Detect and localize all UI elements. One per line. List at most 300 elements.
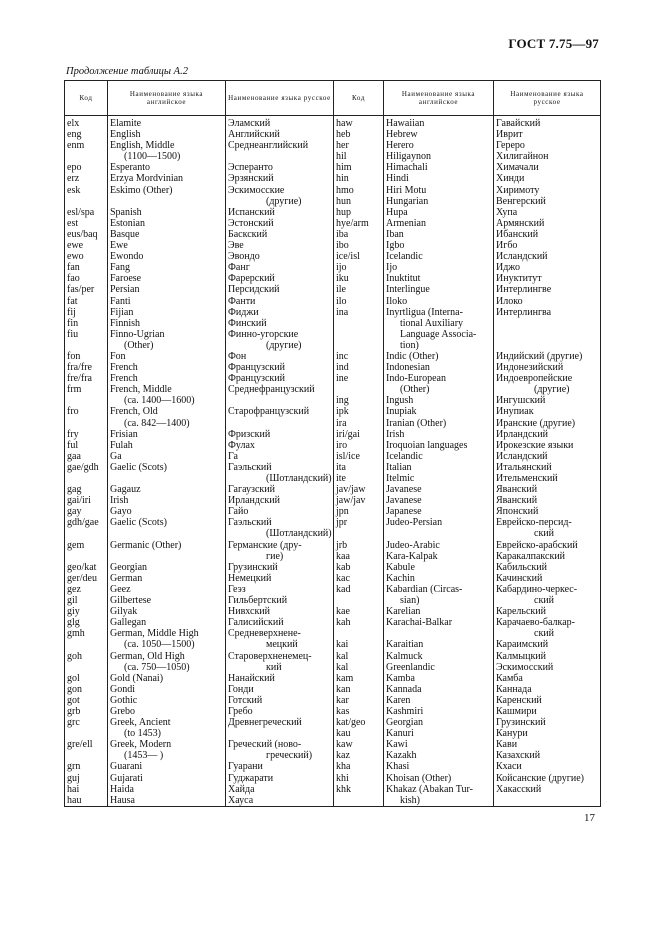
left-english-name: Gold (Nanai) xyxy=(110,672,164,684)
right-code: ilo xyxy=(336,295,347,307)
right-english-name: Judeo-Persian xyxy=(386,517,443,529)
right-russian-name xyxy=(494,340,600,351)
right-russian-name: Ительменский xyxy=(496,473,558,484)
left-russian-name: Гайо xyxy=(228,506,249,518)
right-english-name: Hawaiian xyxy=(386,118,425,129)
right-russian-name: Иджо xyxy=(496,262,520,274)
right-russian-name: Хупа xyxy=(496,206,518,218)
right-russian-name: Итальянский xyxy=(496,461,552,473)
left-code: fre/fra xyxy=(67,373,92,385)
right-english-name: Hebrew xyxy=(386,129,418,141)
left-code: gdh/gae xyxy=(67,517,99,529)
right-russian-name: Хакасский xyxy=(496,783,542,795)
right-english-name: Iranian (Other) xyxy=(386,417,447,429)
right-russian-name: ский xyxy=(534,595,554,607)
right-russian-name xyxy=(494,318,600,329)
right-code: kaa xyxy=(336,550,350,562)
left-russian-name: Эве xyxy=(228,240,244,252)
header-russian-name: Наименование языка русское xyxy=(226,81,334,116)
left-russian-name: Фулах xyxy=(228,439,255,451)
left-russian-name: Гуджарати xyxy=(228,772,274,784)
left-russian-name: (Шотландский) xyxy=(266,473,332,484)
left-code: guj xyxy=(67,772,80,784)
right-russian-name: Яванский xyxy=(496,495,538,507)
left-code: erz xyxy=(67,173,80,185)
left-russian-name xyxy=(226,395,333,406)
left-russian-name: Фанти xyxy=(228,295,256,307)
left-russian-name: Гильбертский xyxy=(228,595,288,607)
right-code: him xyxy=(336,162,352,174)
right-code: kaw xyxy=(336,739,353,751)
right-code: ijo xyxy=(336,262,347,274)
left-english-name: English xyxy=(110,129,141,141)
right-russian-name: Кхаси xyxy=(496,761,522,773)
left-russian-name: Готский xyxy=(228,694,263,706)
right-code: ibo xyxy=(336,240,349,252)
right-code xyxy=(334,318,383,329)
right-code: kar xyxy=(336,694,349,706)
left-english-name: Ga xyxy=(110,450,122,462)
right-english-name: kish) xyxy=(400,794,420,806)
left-russian-name: Гуарани xyxy=(228,761,263,773)
left-code: grc xyxy=(67,717,80,729)
left-russian-name: Гаэльский xyxy=(228,517,272,529)
right-code: kha xyxy=(336,761,351,773)
left-russian-name: Германские (дру- xyxy=(228,539,302,551)
left-english-name: French xyxy=(110,362,138,374)
left-english-name: Eskimo (Other) xyxy=(110,184,173,196)
right-code: kab xyxy=(336,561,351,573)
right-russian-name: Игбо xyxy=(496,240,518,252)
left-english-name: Estonian xyxy=(110,217,145,229)
header-english-name: Наименование языка английское xyxy=(384,81,494,116)
right-code: kan xyxy=(336,683,351,695)
right-code-column xyxy=(334,116,384,807)
right-code: jrb xyxy=(336,539,348,551)
left-code xyxy=(65,151,107,162)
left-code: fas/per xyxy=(67,284,95,296)
right-russian-name: Индонезийский xyxy=(496,362,564,374)
right-english-name: Icelandic xyxy=(386,251,423,263)
right-code: ice/isl xyxy=(336,251,360,263)
left-russian-name: Финно-угорские xyxy=(228,328,299,340)
left-english-name: Greek, Modern xyxy=(110,739,172,751)
left-russian-name: Гагаузский xyxy=(228,484,275,496)
right-code: her xyxy=(336,140,349,152)
left-code: ewe xyxy=(67,240,84,252)
right-english-name: Armenian xyxy=(386,217,426,229)
right-russian-name: Ирокезские языки xyxy=(496,439,574,451)
right-russian-name: ский xyxy=(534,628,554,640)
right-code: isl/ice xyxy=(336,450,360,462)
right-russian-name: Исландский xyxy=(496,251,548,263)
left-code: gol xyxy=(67,672,80,684)
left-code: enm xyxy=(67,140,85,152)
right-russian-name: Гавайский xyxy=(496,118,541,129)
right-code: ina xyxy=(336,306,349,318)
left-code: gem xyxy=(67,539,85,551)
left-russian-name: кий xyxy=(266,661,282,673)
left-russian-name: Гонди xyxy=(228,683,254,695)
left-english-name: Greek, Ancient xyxy=(110,717,171,729)
right-code: iri/gai xyxy=(336,428,360,440)
right-english-name: Hungarian xyxy=(386,195,429,207)
page-number: 17 xyxy=(584,812,595,824)
left-english-name xyxy=(108,196,225,207)
right-russian-name: Японский xyxy=(496,506,539,518)
left-english-name: Gaelic (Scots) xyxy=(110,461,167,473)
left-english-name: Georgian xyxy=(110,561,148,573)
right-russian-name: Казахский xyxy=(496,750,541,762)
right-english-name: Itelmic xyxy=(386,473,415,484)
left-code: fao xyxy=(67,273,80,285)
right-code: kas xyxy=(336,705,350,717)
left-code: geo/kat xyxy=(67,561,97,573)
right-english-name: Karachai-Balkar xyxy=(386,617,453,629)
right-russian-name: Илоко xyxy=(496,295,523,307)
left-english-name: Ewe xyxy=(110,240,128,252)
left-english-name: German xyxy=(110,572,143,584)
right-russian-name: (другие) xyxy=(534,384,570,396)
right-russian-name: Канури xyxy=(496,728,528,740)
left-english-name: Hausa xyxy=(110,794,135,806)
left-english-name: (ca. 1400—1600) xyxy=(124,395,195,407)
left-code xyxy=(65,750,107,761)
left-english-name: Fon xyxy=(110,350,126,362)
left-russian-name: Эсперанто xyxy=(228,162,273,174)
left-russian-name: Среднеанглийский xyxy=(228,140,309,152)
left-english-name: Esperanto xyxy=(110,162,150,174)
right-code: haw xyxy=(336,118,353,129)
right-code: kaz xyxy=(336,750,350,762)
left-russian-name: Древнегреческий xyxy=(228,717,302,729)
left-code: gaa xyxy=(67,450,81,462)
left-code xyxy=(65,418,107,429)
left-english-name: Basque xyxy=(110,228,140,240)
left-russian-name: Старофранцузский xyxy=(228,406,310,418)
left-code: gay xyxy=(67,506,82,518)
left-english-name: Finno-Ugrian xyxy=(110,328,165,340)
right-english-name: Karaitian xyxy=(386,639,424,651)
header-code: Код xyxy=(65,81,108,116)
left-russian-name: Греческий (ново- xyxy=(228,739,302,751)
left-russian-name: Грузинский xyxy=(228,561,278,573)
header-russian-name: Наименование языка русское xyxy=(494,81,601,116)
right-english-name: Kashmiri xyxy=(386,705,424,717)
left-russian-name: гречеcкий) xyxy=(266,750,313,762)
right-english-name: tional Auxiliary xyxy=(400,317,464,329)
right-english-name: Khasi xyxy=(386,761,410,773)
right-russian-name: Интерлингве xyxy=(496,284,552,296)
right-english-name: Kazakh xyxy=(386,750,417,762)
left-english-name: Gayo xyxy=(110,506,132,518)
right-english-name: Kannada xyxy=(386,683,422,695)
left-english-name: German, Old High xyxy=(110,650,185,662)
right-code: ira xyxy=(336,417,347,429)
left-code: fry xyxy=(67,428,79,440)
right-russian-name: Карачаево-балкар- xyxy=(496,617,575,629)
right-code: kad xyxy=(336,583,351,595)
left-code: fat xyxy=(67,295,78,307)
left-russian-name: мецкий xyxy=(266,639,298,651)
left-code: grb xyxy=(67,705,81,717)
right-code: hin xyxy=(336,173,349,185)
right-code: kac xyxy=(336,572,350,584)
right-code: ile xyxy=(336,284,346,296)
left-code xyxy=(65,662,107,673)
left-code: grn xyxy=(67,761,81,773)
right-english-name: Interlingue xyxy=(386,284,430,296)
right-english-name xyxy=(384,628,493,639)
right-russian-name: Химачали xyxy=(496,162,539,174)
right-code: ita xyxy=(336,461,346,473)
right-code: ipk xyxy=(336,406,349,418)
left-english-name: Gilbertese xyxy=(110,595,152,607)
left-english-name: German, Middle High xyxy=(110,628,199,640)
left-code xyxy=(65,395,107,406)
right-english-name: sian) xyxy=(400,595,420,607)
right-russian-name: Иранские (другие) xyxy=(496,417,576,429)
left-code: gez xyxy=(67,583,81,595)
left-english-name: Grebo xyxy=(110,705,135,717)
left-english-name: (1453— ) xyxy=(124,750,164,762)
left-code xyxy=(65,728,107,739)
right-english-name: Judeo-Arabic xyxy=(386,539,440,551)
right-russian-name: Эскимосский xyxy=(496,661,554,673)
right-english-name: Hupa xyxy=(386,206,408,218)
right-code xyxy=(334,595,383,606)
left-code: fra/fre xyxy=(67,362,92,374)
left-russian-name: Нивхский xyxy=(228,606,271,618)
left-english-name xyxy=(108,528,225,539)
left-english-name: Ewondo xyxy=(110,251,144,263)
left-russian-name: Среднефранцузский xyxy=(228,384,315,396)
right-code xyxy=(334,528,383,539)
right-russian-name: Кабильский xyxy=(496,561,547,573)
standard-number: ГОСТ 7.75—97 xyxy=(508,36,599,51)
left-code: got xyxy=(67,694,80,706)
left-code: hai xyxy=(67,783,80,795)
right-english-name: Kabardian (Circas- xyxy=(386,583,463,595)
left-code xyxy=(65,473,107,484)
left-russian-name xyxy=(226,728,333,739)
left-code xyxy=(65,639,107,650)
left-english-name: Elamite xyxy=(110,118,142,129)
right-russian-name: Кабардино-черкес- xyxy=(496,583,578,595)
left-russian-name xyxy=(226,418,333,429)
left-english-name: (1100—1500) xyxy=(124,151,181,163)
right-english-name: Kanuri xyxy=(386,728,414,740)
left-code: fij xyxy=(67,306,76,318)
right-code: ing xyxy=(336,395,349,407)
right-english-name: Inyrtligua (Interna- xyxy=(386,306,463,318)
right-english-name: Karen xyxy=(386,694,411,706)
right-code: heb xyxy=(336,129,351,141)
right-code: ind xyxy=(336,362,349,374)
right-russian-name: Инуктитут xyxy=(496,273,542,285)
left-english-name: English, Middle xyxy=(110,140,175,152)
right-russian-name: Калмыцкий xyxy=(496,650,547,662)
right-english-name: Khakaz (Abakan Tur- xyxy=(386,783,474,795)
right-english-name: Hindi xyxy=(386,173,409,185)
right-russian-name: Венгерский xyxy=(496,195,546,207)
right-code: hun xyxy=(336,195,351,207)
left-russian-name: Французский xyxy=(228,362,285,374)
right-russian-name: Ингушский xyxy=(496,395,546,407)
header-english-name: Наименование языка английское xyxy=(108,81,226,116)
left-code xyxy=(65,528,107,539)
right-english-name: Herero xyxy=(386,140,414,152)
left-code xyxy=(65,551,107,562)
left-english-column xyxy=(108,116,226,807)
right-english-name: Inupiak xyxy=(386,406,417,418)
right-russian-name: Армянский xyxy=(496,217,545,229)
right-english-name: Kalmuck xyxy=(386,650,423,662)
right-russian-name: Иврит xyxy=(496,129,523,141)
left-russian-name: Эскимосские xyxy=(228,184,285,196)
left-code: goh xyxy=(67,650,82,662)
right-english-name: Javanese xyxy=(386,484,422,496)
left-code xyxy=(65,340,107,351)
right-english-name: Greenlandic xyxy=(386,661,435,673)
left-english-name: Geez xyxy=(110,583,131,595)
right-english-name: Indo-European xyxy=(386,373,446,385)
left-russian-name: Фон xyxy=(228,350,247,362)
left-russian-name: (другие) xyxy=(266,195,302,207)
left-russian-name: Эламский xyxy=(228,118,271,129)
left-english-name: Fijian xyxy=(110,306,134,318)
table-header-row xyxy=(65,81,601,116)
right-english-name: Icelandic xyxy=(386,450,423,462)
right-russian-name: Яванский xyxy=(496,484,538,496)
left-english-name: Fang xyxy=(110,262,130,274)
left-russian-name: Хайда xyxy=(228,783,255,795)
right-russian-name: Интерлингва xyxy=(496,306,552,318)
right-russian-name: Индоевропейские xyxy=(496,373,573,385)
left-code: fiu xyxy=(67,328,79,340)
right-english-name: Japanese xyxy=(386,506,422,518)
left-english-name: Germanic (Other) xyxy=(110,539,182,551)
left-english-name: Fanti xyxy=(110,295,131,307)
left-code: glg xyxy=(67,617,80,629)
left-english-name: Haida xyxy=(110,783,134,795)
right-english-name: Khoisan (Other) xyxy=(386,772,452,784)
right-code: hup xyxy=(336,206,351,218)
left-russian-name: Немецкий xyxy=(228,572,272,584)
right-russian-name: Хилигайнон xyxy=(496,151,549,163)
right-english-name: Kamba xyxy=(386,672,415,684)
right-english-name xyxy=(384,528,493,539)
right-english-name: Ijo xyxy=(386,262,398,274)
left-code: fro xyxy=(67,406,79,418)
left-code: ger/deu xyxy=(67,572,97,584)
right-russian-name: Ирландский xyxy=(496,428,548,440)
left-code: est xyxy=(67,217,79,229)
left-russian-name: (другие) xyxy=(266,339,302,351)
left-code: gre/ell xyxy=(67,739,93,751)
left-russian-name: Эрзянский xyxy=(228,173,274,185)
right-code: iku xyxy=(336,273,349,285)
right-russian-name: Кави xyxy=(496,739,518,751)
right-code xyxy=(334,628,383,639)
left-english-name: Gondi xyxy=(110,683,135,695)
right-code: ine xyxy=(336,373,349,385)
left-russian-name: Ирландский xyxy=(228,495,280,507)
right-english-name: Kara-Kalpak xyxy=(386,550,438,562)
right-english-name: Karelian xyxy=(386,606,421,618)
right-code: jaw/jav xyxy=(336,495,366,507)
left-russian-name: Фанг xyxy=(228,262,250,274)
right-code xyxy=(334,329,383,340)
left-russian-name: Нанайский xyxy=(228,672,275,684)
left-russian-name: Фризский xyxy=(228,428,271,440)
left-code: gae/gdh xyxy=(67,461,99,473)
right-russian-name: Каракалпакский xyxy=(496,550,566,562)
right-code: kah xyxy=(336,617,351,629)
left-code: fan xyxy=(67,262,80,274)
left-code: fin xyxy=(67,317,79,329)
left-russian-name: Хауса xyxy=(228,794,254,806)
left-english-name: (to 1453) xyxy=(124,728,161,740)
left-english-name: Gallegan xyxy=(110,617,147,629)
right-code: inc xyxy=(336,350,349,362)
right-russian-column xyxy=(494,116,601,807)
right-english-name: Language Associa- xyxy=(400,328,477,340)
right-russian-name: Каренский xyxy=(496,694,542,706)
right-russian-name: Карельский xyxy=(496,606,546,618)
right-english-column xyxy=(384,116,494,807)
left-russian-column xyxy=(226,116,334,807)
left-russian-name: Французский xyxy=(228,373,285,385)
right-code: kal xyxy=(336,661,349,673)
left-russian-name: Га xyxy=(228,450,238,462)
left-code: ful xyxy=(67,439,79,451)
right-code: kae xyxy=(336,606,350,618)
right-russian-name: Инупиак xyxy=(496,406,534,418)
header-code: Код xyxy=(334,81,384,116)
left-english-name: Spanish xyxy=(110,206,142,218)
right-code: hmo xyxy=(336,184,354,196)
left-english-name: Gagauz xyxy=(110,484,141,496)
right-english-name: Kabule xyxy=(386,561,415,573)
left-code: ewo xyxy=(67,251,84,263)
left-english-name: Gaelic (Scots) xyxy=(110,517,167,529)
right-russian-name: Грузинский xyxy=(496,717,546,729)
left-russian-name: Галисийский xyxy=(228,617,284,629)
right-english-name: Himachali xyxy=(386,162,428,174)
right-code xyxy=(334,795,383,806)
left-code xyxy=(65,196,107,207)
right-russian-name xyxy=(494,329,600,340)
left-english-name: Finnish xyxy=(110,317,141,329)
table-body-row xyxy=(65,116,601,807)
left-code: esl/spa xyxy=(67,206,95,218)
right-code: kai xyxy=(336,639,349,651)
left-english-name: (ca. 750—1050) xyxy=(124,661,190,673)
right-english-name: (Other) xyxy=(400,384,430,396)
left-code: gag xyxy=(67,484,82,496)
left-russian-name: Фиджи xyxy=(228,306,259,318)
left-english-name: Gujarati xyxy=(110,772,143,784)
left-english-name: Erzya Mordvinian xyxy=(110,173,184,185)
right-english-name: Irish xyxy=(386,428,405,440)
left-russian-name: Испанский xyxy=(228,206,275,218)
left-english-name xyxy=(108,473,225,484)
right-code: jav/jaw xyxy=(336,484,366,496)
left-english-name: Irish xyxy=(110,495,129,507)
right-english-name: Iroquoian languages xyxy=(386,439,468,451)
right-english-name: Italian xyxy=(386,461,412,473)
